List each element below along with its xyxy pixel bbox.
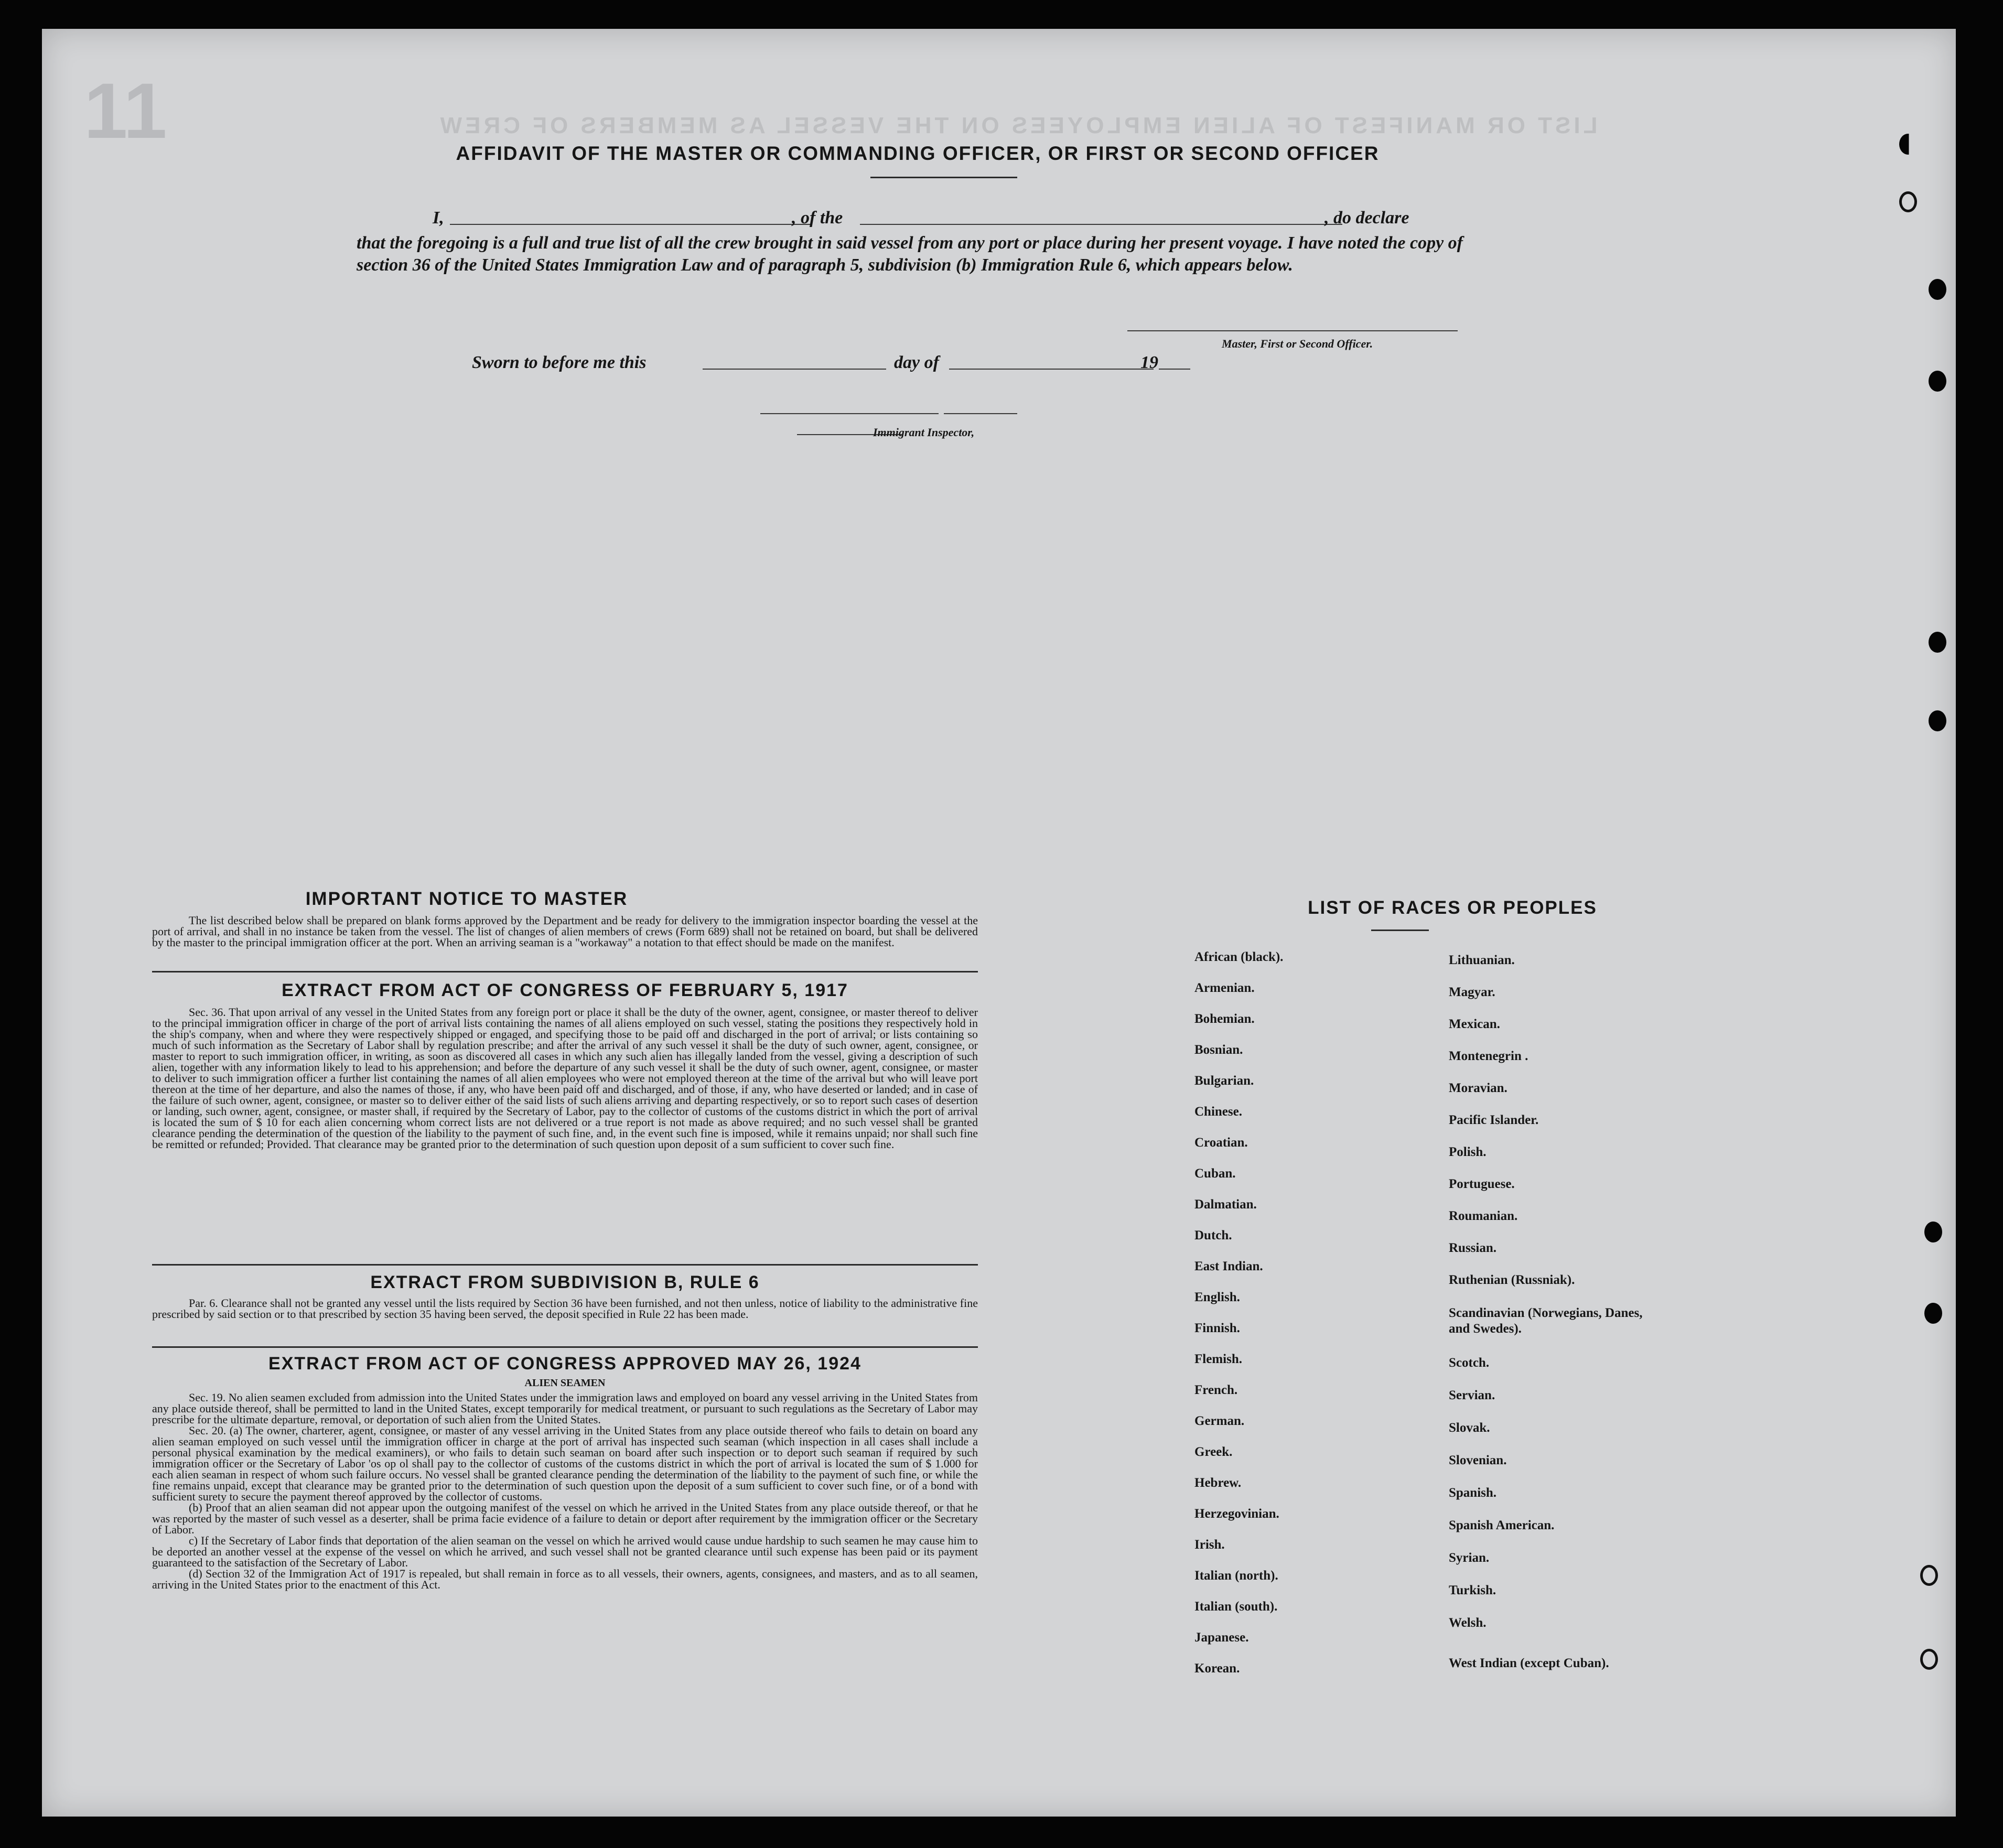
race-item: Bosnian. bbox=[1194, 1043, 1243, 1057]
punch-hole bbox=[1929, 710, 1946, 731]
vessel-blank[interactable] bbox=[860, 224, 1342, 225]
race-item: Ruthenian (Russniak). bbox=[1449, 1273, 1575, 1287]
subdivision-b-divider bbox=[152, 1346, 978, 1348]
affidavit-title: AFFIDAVIT OF THE MASTER OR COMMANDING OFFICER, OR FIRST OR SECOND OFFICER bbox=[456, 143, 1380, 164]
race-item: Italian (south). bbox=[1194, 1600, 1278, 1614]
name-blank[interactable] bbox=[450, 224, 812, 225]
section-20a-paragraph: Sec. 20. (a) The owner, charterer, agent, consignee, or master of any vessel arriving in the United States from any place outside thereof who fails to detain on board any alien seaman employed on such vessel until the immigration officer in charge at the port of arrival has inspected such seaman (which inspection in all cases shall include a personal physical examination by the medical examiners), or who fails to detain such seaman on board after such inspection or to deport such seaman if required by such immigration officer or the Secretary of Labor 'os op ol shall pay to the collector of customs of the customs district in which the port of arrival is located the sum of $ 1.000 for each alien seaman in respect of whom such failure occurs. No vessel shall be granted clearance pending the determination of the liability to the payment of such fine, or while the fine remains unpaid, except that clearance may be granted prior to the determination of such question upon the deposit of a sum sufficient to cover such fine, or of a bond with sufficient surety to secure the payment thereof approved by the collector of customs. bbox=[152, 1424, 978, 1503]
race-item: Slovenian. bbox=[1449, 1453, 1507, 1467]
race-item: Lithuanian. bbox=[1449, 953, 1515, 967]
race-item: Syrian. bbox=[1449, 1551, 1490, 1565]
section-19-paragraph: Sec. 19. No alien seamen excluded from admission into the United States under the immigration laws and employed on board any vessel arriving in the United States from any place outside thereof, shall be permitted to land in the United States, except temporarily for medical treatment, or pursuant to such regulations as the Secretary of Labor may prescribe for the ultimate departure, removal, or deportation of such alien from the United States. bbox=[152, 1391, 978, 1426]
race-item: Mexican. bbox=[1449, 1017, 1500, 1031]
race-item: English. bbox=[1194, 1290, 1240, 1304]
notice-paragraph: The list described below shall be prepared on blank forms approved by the Department and be ready for delivery to the immigration inspector boarding the vessel at the port of arrival, and shall in no instance be taken from the vessel. The list of changes of alien members of crews (Form 689) shall not be retained on board, but shall be delivered by the master to the principal immigration officer at the port. When an arriving seaman is a "workaway" a notation to that effect should be made on the manifest. bbox=[152, 914, 978, 949]
race-item: Roumanian. bbox=[1449, 1209, 1518, 1223]
race-item: Bulgarian. bbox=[1194, 1074, 1254, 1088]
affidavit-declare: , do declare bbox=[1324, 208, 1409, 228]
notice-title: IMPORTANT NOTICE TO MASTER bbox=[305, 889, 628, 909]
alien-seamen-subtitle: ALIEN SEAMEN bbox=[524, 1377, 606, 1389]
race-item: Portuguese. bbox=[1449, 1177, 1515, 1191]
punch-hole bbox=[1924, 1222, 1942, 1242]
bleed-through-number: 11 bbox=[84, 67, 167, 155]
extract-1917-title: EXTRACT FROM ACT OF CONGRESS OF FEBRUARY 5, 1917 bbox=[282, 980, 848, 1000]
extract-1917-divider bbox=[152, 1264, 978, 1266]
race-item: Moravian. bbox=[1449, 1081, 1507, 1095]
race-item: German. bbox=[1194, 1414, 1245, 1428]
race-item: Magyar. bbox=[1449, 985, 1495, 999]
race-item: Spanish. bbox=[1449, 1486, 1497, 1500]
title-underline bbox=[870, 177, 1017, 178]
inspector-label: Immigrant Inspector, bbox=[873, 426, 975, 439]
signature-label: Master, First or Second Officer. bbox=[1222, 337, 1373, 350]
affidavit-of-the: , of the bbox=[792, 208, 843, 228]
extract-1924-title: EXTRACT FROM ACT OF CONGRESS APPROVED MAY 26, 1924 bbox=[268, 1354, 861, 1374]
inspector-line-1 bbox=[760, 413, 939, 414]
race-item: Chinese. bbox=[1194, 1105, 1242, 1119]
section-36-paragraph: Sec. 36. That upon arrival of any vessel in the United States from any foreign port or place it shall be the duty of the owner, agent, consignee, or master thereof to deliver to the principal immigration officer in charge of the port of arrival lists containing the names of all aliens employed on such vessel, stating the positions they respectively hold in the ship's company, when and where they were respectively shipped or engaged, and specifying those to be paid off and discharged in the port of arrival; or lists containing so much of such information as the Secretary of Labor shall by regulation prescribe; and after the arrival of any such vessel it shall be the duty of such owner, agent, consignee, or master to report to such immigration officer, in writing, as soon as discovered all cases in which any such alien has illegally landed from the vessel, giving a description of such alien, together with any information likely to lead to his apprehension; and before the departure of any such vessel it shall be the duty of such owner, agent, consignee, or master to deliver to such immigration officer a further list containing the names of all alien employees who were not employed thereon at the time of the arrival but who will leave port thereon at the time of her departure, and also the names of those, if any, who have been paid off and discharged, and of those, if any, who have deserted or landed; and in case of the failure of such owner, agent, consignee, or master so to deliver either of the said lists of such aliens arriving and departing respectively, or so to report such cases of desertion or landing, such owner, agent, consignee, or master shall, if required by the Secretary of Labor, pay to the collector of customs of the customs district in which the port of arrival is located the sum of $ 10 for each alien concerning whom correct lists are not delivered or a true report is not made as above required; and no such vessel shall be granted clearance pending the determination of the question of the liability to the payment of such fine, and, in the event such fine is imposed, while it remains unpaid; nor shall such fine be remitted or refunded; Provided. That clearance may be granted prior to the determination of such question upon deposit of a sum sufficient to cover such fine. bbox=[152, 1006, 978, 1151]
bleed-through-title: LIST OR MANIFEST OF ALIEN EMPLOYEES ON THE VESSEL AS MEMBERS OF CREW bbox=[437, 113, 1598, 138]
race-item: Dutch. bbox=[1194, 1228, 1232, 1242]
year-blank[interactable] bbox=[1159, 369, 1190, 370]
section-20c-paragraph: c) If the Secretary of Labor finds that deportation of the alien seaman on the vessel on which he arrived would cause undue hardship to such seamen he may cause him to be deported an another vessel at the expense of the vessel on which he arrived, and such vessel shall not be granted clearance until such expense has been paid or its payment guaranteed to the satisfaction of the Secretary of Labor. bbox=[152, 1534, 978, 1569]
affidavit-i: I, bbox=[433, 208, 444, 228]
race-item: Scotch. bbox=[1449, 1356, 1490, 1370]
day-of-label: day of bbox=[894, 353, 939, 372]
notice-text bbox=[152, 915, 978, 948]
subdivision-b-title: EXTRACT FROM SUBDIVISION B, RULE 6 bbox=[370, 1272, 760, 1292]
race-item: Armenian. bbox=[1194, 981, 1255, 995]
race-item: French. bbox=[1194, 1383, 1238, 1397]
race-item: Finnish. bbox=[1194, 1321, 1240, 1335]
race-item: Herzegovinian. bbox=[1194, 1507, 1279, 1521]
race-item: East Indian. bbox=[1194, 1259, 1263, 1273]
race-item: Korean. bbox=[1194, 1661, 1240, 1676]
race-item: Polish. bbox=[1449, 1145, 1487, 1159]
month-blank[interactable] bbox=[949, 369, 1154, 370]
signature-line[interactable] bbox=[1127, 330, 1458, 331]
day-blank[interactable] bbox=[703, 369, 886, 370]
section-20d-paragraph: (d) Section 32 of the Immigration Act of 1917 is repealed, but shall remain in force as to all vessels, their owners, agents, consignees, and masters, and as to all seamen, arriving in the United States prior to the enactment of this Act. bbox=[152, 1567, 978, 1591]
race-item: Dalmatian. bbox=[1194, 1197, 1257, 1212]
notice-divider bbox=[152, 971, 978, 972]
race-item: Japanese. bbox=[1194, 1630, 1249, 1645]
punch-hole bbox=[1929, 632, 1946, 653]
race-item: West Indian (except Cuban). bbox=[1449, 1656, 1609, 1670]
extract-1924-text bbox=[152, 1392, 978, 1590]
race-item: Greek. bbox=[1194, 1445, 1233, 1459]
race-item: Cuban. bbox=[1194, 1166, 1236, 1181]
race-item: Scandinavian (Norwegians, Danes, and Swedes). bbox=[1449, 1306, 1643, 1336]
race-item: Hebrew. bbox=[1194, 1476, 1242, 1490]
race-item: Spanish American. bbox=[1449, 1518, 1555, 1532]
race-item: Italian (north). bbox=[1194, 1569, 1278, 1583]
punch-hole bbox=[1899, 191, 1917, 212]
race-item: Flemish. bbox=[1194, 1352, 1242, 1366]
race-item: Slovak. bbox=[1449, 1421, 1490, 1435]
punch-hole bbox=[1920, 1649, 1938, 1670]
punch-hole bbox=[1929, 371, 1946, 392]
paragraph-6: Par. 6. Clearance shall not be granted any vessel until the lists required by Section 36 have been furnished, and not then unless, notice of liability to the administrative fine prescribed by said section or to that prescribed by section 35 having been served, the deposit specified in Rule 22 has been made. bbox=[152, 1296, 978, 1321]
race-item: Bohemian. bbox=[1194, 1012, 1255, 1026]
punch-hole bbox=[1899, 134, 1917, 155]
extract-1917-text bbox=[152, 1007, 978, 1150]
subdivision-b-text bbox=[152, 1298, 978, 1320]
race-item: Croatian. bbox=[1194, 1136, 1248, 1150]
race-item: Pacific Islander. bbox=[1449, 1113, 1539, 1127]
races-title-underline bbox=[1371, 930, 1429, 931]
section-20b-paragraph: (b) Proof that an alien seaman did not appear upon the outgoing manifest of the vessel on which he arrived in the United States from any place outside thereof, or that he was reported by the master of such vessel as a deserter, shall be prima facie evidence of a failure to detain or deport after requirement by the immigration officer or the Secretary of Labor. bbox=[152, 1501, 978, 1536]
race-item: Welsh. bbox=[1449, 1616, 1487, 1630]
race-item: Irish. bbox=[1194, 1538, 1225, 1552]
punch-hole bbox=[1924, 1303, 1942, 1324]
race-item: Servian. bbox=[1449, 1388, 1495, 1402]
races-title: LIST OF RACES OR PEOPLES bbox=[1308, 898, 1597, 918]
race-item: Turkish. bbox=[1449, 1583, 1496, 1597]
document-page bbox=[42, 29, 1956, 1817]
punch-hole bbox=[1920, 1565, 1938, 1586]
sworn-label: Sworn to before me this bbox=[472, 353, 647, 372]
inspector-line-2 bbox=[944, 413, 1017, 414]
punch-hole bbox=[1929, 279, 1946, 300]
race-item: African (black). bbox=[1194, 950, 1284, 964]
race-item: Russian. bbox=[1449, 1241, 1497, 1255]
race-item: Montenegrin . bbox=[1449, 1049, 1528, 1063]
affidavit-body: that the foregoing is a full and true list of all the crew brought in said vessel from any port or place during her present voyage. I have noted the copy of section 36 of the United States Immigration Law and of paragraph 5, subdivision (b) Immigration Rule 6, which appears below. bbox=[357, 233, 1463, 275]
year-label: 19 bbox=[1140, 353, 1158, 372]
